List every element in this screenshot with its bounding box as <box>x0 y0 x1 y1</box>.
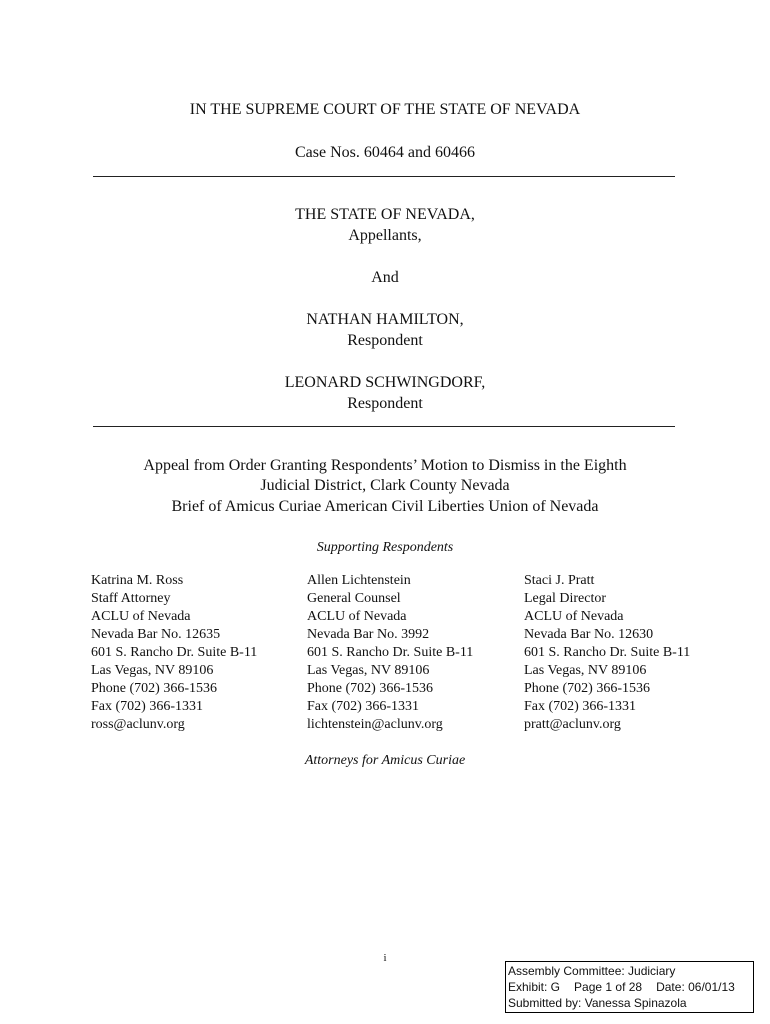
attorney-address2: Las Vegas, NV 89106 <box>307 663 430 678</box>
court-title: IN THE SUPREME COURT OF THE STATE OF NEVADA <box>189 101 581 118</box>
attorney-title: General Counsel <box>307 591 401 606</box>
appeal-line-1: Appeal from Order Granting Respondents’ Motion to Dismiss in the Eighth <box>143 457 627 474</box>
exhibit-stamp <box>505 961 754 1013</box>
attorney-address1: 601 S. Rancho Dr. Suite B-11 <box>307 645 474 660</box>
respondent-2-name: LEONARD SCHWINGDORF, <box>284 374 486 391</box>
attorney-org: ACLU of Nevada <box>307 609 407 624</box>
attorney-org: ACLU of Nevada <box>91 609 191 624</box>
attorney-org: ACLU of Nevada <box>524 609 624 624</box>
attorney-fax: Fax (702) 366-1331 <box>307 699 419 714</box>
brief-title: Brief of Amicus Curiae American Civil Liberties Union of Nevada <box>171 498 599 515</box>
stamp-exhibit-line <box>508 979 753 995</box>
appellant-name: THE STATE OF NEVADA, <box>295 206 475 223</box>
top-divider <box>93 176 675 177</box>
respondent-1-name: NATHAN HAMILTON, <box>306 311 464 328</box>
case-numbers: Case Nos. 60464 and 60466 <box>295 144 475 161</box>
page-number: i <box>383 952 387 964</box>
attorney-name: Katrina M. Ross <box>91 573 184 588</box>
attorney-address1: 601 S. Rancho Dr. Suite B-11 <box>524 645 691 660</box>
stamp-submitted: Submitted by: Vanessa Spinazola <box>508 996 687 1010</box>
attorneys-for-label: Attorneys for Amicus Curiae <box>304 753 466 768</box>
respondent-1-role: Respondent <box>347 332 423 349</box>
attorney-address2: Las Vegas, NV 89106 <box>524 663 647 678</box>
stamp-page: Page 1 of 28 <box>574 980 643 994</box>
appellant-role: Appellants, <box>348 227 422 244</box>
attorney-bar: Nevada Bar No. 3992 <box>307 627 430 642</box>
attorney-bar: Nevada Bar No. 12630 <box>524 627 654 642</box>
attorney-block-pratt <box>524 572 690 734</box>
stamp-exhibit: Exhibit: G <box>508 980 561 994</box>
respondent-2-role: Respondent <box>347 395 423 412</box>
attorney-address1: 601 S. Rancho Dr. Suite B-11 <box>91 645 258 660</box>
appeal-line-2: Judicial District, Clark County Nevada <box>260 477 510 494</box>
supporting-label: Supporting Respondents <box>316 540 454 555</box>
attorney-name: Allen Lichtenstein <box>307 573 411 588</box>
stamp-date: Date: 06/01/13 <box>656 980 735 994</box>
attorney-email: pratt@aclunv.org <box>524 717 621 732</box>
attorney-title: Staff Attorney <box>91 591 171 606</box>
attorney-phone: Phone (702) 366-1536 <box>307 681 433 696</box>
stamp-committee: Assembly Committee: Judiciary <box>508 964 676 978</box>
attorney-email: ross@aclunv.org <box>91 717 185 732</box>
attorney-block-ross <box>91 572 257 734</box>
attorney-name: Staci J. Pratt <box>524 573 595 588</box>
bottom-divider <box>93 426 675 427</box>
attorney-phone: Phone (702) 366-1536 <box>91 681 217 696</box>
attorney-title: Legal Director <box>524 591 607 606</box>
attorney-address2: Las Vegas, NV 89106 <box>91 663 214 678</box>
attorney-email: lichtenstein@aclunv.org <box>307 717 443 732</box>
attorney-fax: Fax (702) 366-1331 <box>91 699 203 714</box>
attorney-bar: Nevada Bar No. 12635 <box>91 627 221 642</box>
party-conjunction: And <box>371 269 399 286</box>
attorney-block-lichtenstein <box>307 572 473 734</box>
attorney-phone: Phone (702) 366-1536 <box>524 681 650 696</box>
attorney-fax: Fax (702) 366-1331 <box>524 699 636 714</box>
